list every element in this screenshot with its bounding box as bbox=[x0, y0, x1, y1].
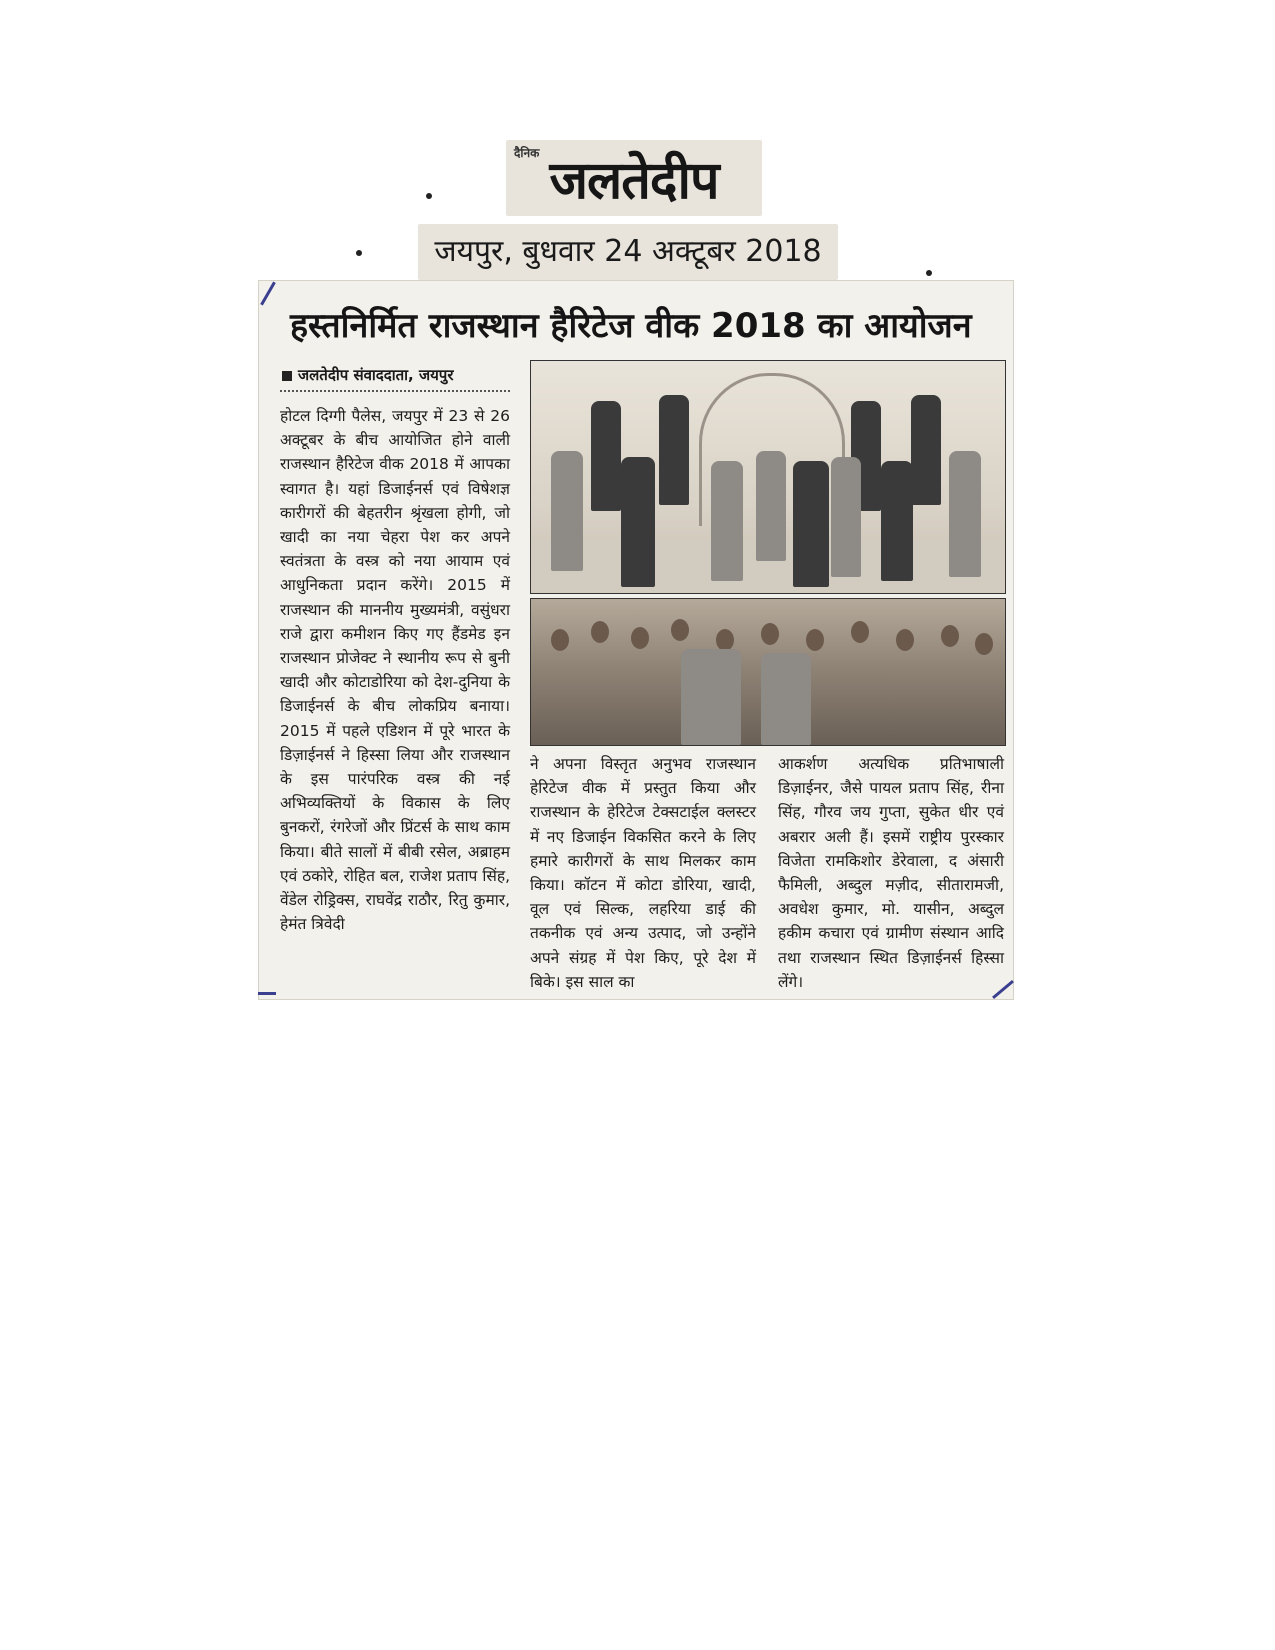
article-column-3 bbox=[778, 752, 1004, 994]
person-head bbox=[671, 619, 689, 641]
ink-dot bbox=[356, 250, 362, 256]
person-head bbox=[806, 629, 824, 651]
person-figure bbox=[681, 649, 741, 745]
article-column-2 bbox=[530, 752, 756, 994]
photo-models-on-ramp bbox=[530, 360, 1006, 594]
article-paragraph: ने अपना विस्तृत अनुभव राजस्थान हेरिटेज वीक में प्रस्तुत किया और राजस्थान के हेरिटेज टेक्सटाईल क्लस्टर में नए डिजाईन विकसित करने के लिए हमारे कारीगरों के साथ मिलकर काम किया। कॉटन में कोटा डोरिया, खादी, वूल एवं सिल्क, लहरिया डाई की तकनीक एवं अन्य उत्पाद, जो उन्होंने अपने संग्रह में पेश किए, पूरे देश में बिके। इस साल का bbox=[530, 755, 756, 991]
article-paragraph: आकर्शण अत्यधिक प्रतिभाषाली डिज़ाईनर, जैसे पायल प्रताप सिंह, रीना सिंह, गौरव जय गुप्ता, सुकेत धीर एवं अबरार अली हैं। इसमें राष्ट्रीय पुरस्कार विजेता रामकिशोर डेरेवाला, द अंसारी फैमिली, अब्दुल मज़ीद, सीतारामजी, अवधेश कुमार, मो. यासीन, अब्दुल हकीम कचारा एवं ग्रामीण संस्थान आदि तथा राजस्थान स्थित डिज़ाईनर्स हिस्सा लेंगे। bbox=[778, 755, 1004, 991]
person-head bbox=[941, 625, 959, 647]
model-figure bbox=[831, 457, 861, 577]
corner-mark bbox=[258, 992, 276, 995]
person-head bbox=[896, 629, 914, 651]
square-bullet-icon bbox=[282, 371, 292, 381]
person-head bbox=[975, 633, 993, 655]
person-head bbox=[761, 623, 779, 645]
masthead bbox=[506, 140, 762, 216]
model-figure bbox=[551, 451, 583, 571]
byline-divider bbox=[280, 390, 510, 392]
ink-dot bbox=[426, 193, 432, 199]
newspaper-name: जलतेदीप bbox=[549, 151, 719, 211]
article-column-1 bbox=[280, 404, 510, 936]
model-figure bbox=[621, 457, 655, 587]
dateline: जयपुर, बुधवार 24 अक्टूबर 2018 bbox=[418, 224, 838, 280]
person-figure bbox=[761, 653, 811, 745]
person-head bbox=[551, 629, 569, 651]
model-figure bbox=[756, 451, 786, 561]
byline-text: जलतेदीप संवाददाता, जयपुर bbox=[298, 366, 454, 384]
person-head bbox=[851, 621, 869, 643]
article-paragraph: होटल दिग्गी पैलेस, जयपुर में 23 से 26 अक्टूबर के बीच आयोजित होने वाली राजस्थान हैरिटेज वीक 2018 में आपका स्वागत है। यहां डिजाईनर्स एवं विषेशज्ञ कारीगरों की बेहतरीन श्रृंखला होगी, जो खादी का नया चेहरा पेश कर अपने स्वतंत्रता के वस्त्र को नया आयाम एवं आधुनिकता प्रदान करेंगे। 2015 में राजस्थान की माननीय मुख्यमंत्री, वसुंधरा राजे द्वारा कमीशन किए गए हैंडमेड इन राजस्थान प्रोजेक्ट ने स्थानीय रूप से बुनी खादी और कोटाडोरिया को देश-दुनिया के डिजाईनर्स के बीच लोकप्रिय बनाया। 2015 में पहले एडिशन में पूरे भारत के डिज़ाईनर्स ने हिस्सा लिया और राजस्थान के इस पारंपरिक वस्त्र की नई अभिव्यक्तियों के विकास के लिए बुनकरों, रंगरेजों और प्रिंटर्स के साथ काम किया। बीते सालों में बीबी रसेल, अब्राहम एवं ठकोरे, रोहित बल, राजेश प्रताप सिंह, वेंडेल रोड्रिक्स, राघवेंद्र राठौर, रितु कुमार, हेमंत त्रिवेदी bbox=[280, 407, 510, 934]
masthead-pre-title: दैनिक bbox=[514, 146, 540, 160]
article-byline bbox=[282, 364, 516, 386]
person-head bbox=[716, 629, 734, 651]
person-head bbox=[631, 627, 649, 649]
model-figure bbox=[591, 401, 621, 511]
model-figure bbox=[659, 395, 689, 505]
model-figure bbox=[911, 395, 941, 505]
article-headline: हस्तनिर्मित राजस्थान हैरिटेज वीक 2018 का आयोजन bbox=[290, 306, 972, 346]
model-figure bbox=[949, 451, 981, 577]
person-head bbox=[591, 621, 609, 643]
photo-group-of-models bbox=[530, 598, 1006, 746]
model-figure bbox=[711, 461, 743, 581]
ink-dot bbox=[926, 270, 932, 276]
model-figure bbox=[793, 461, 829, 587]
model-figure bbox=[881, 461, 913, 581]
